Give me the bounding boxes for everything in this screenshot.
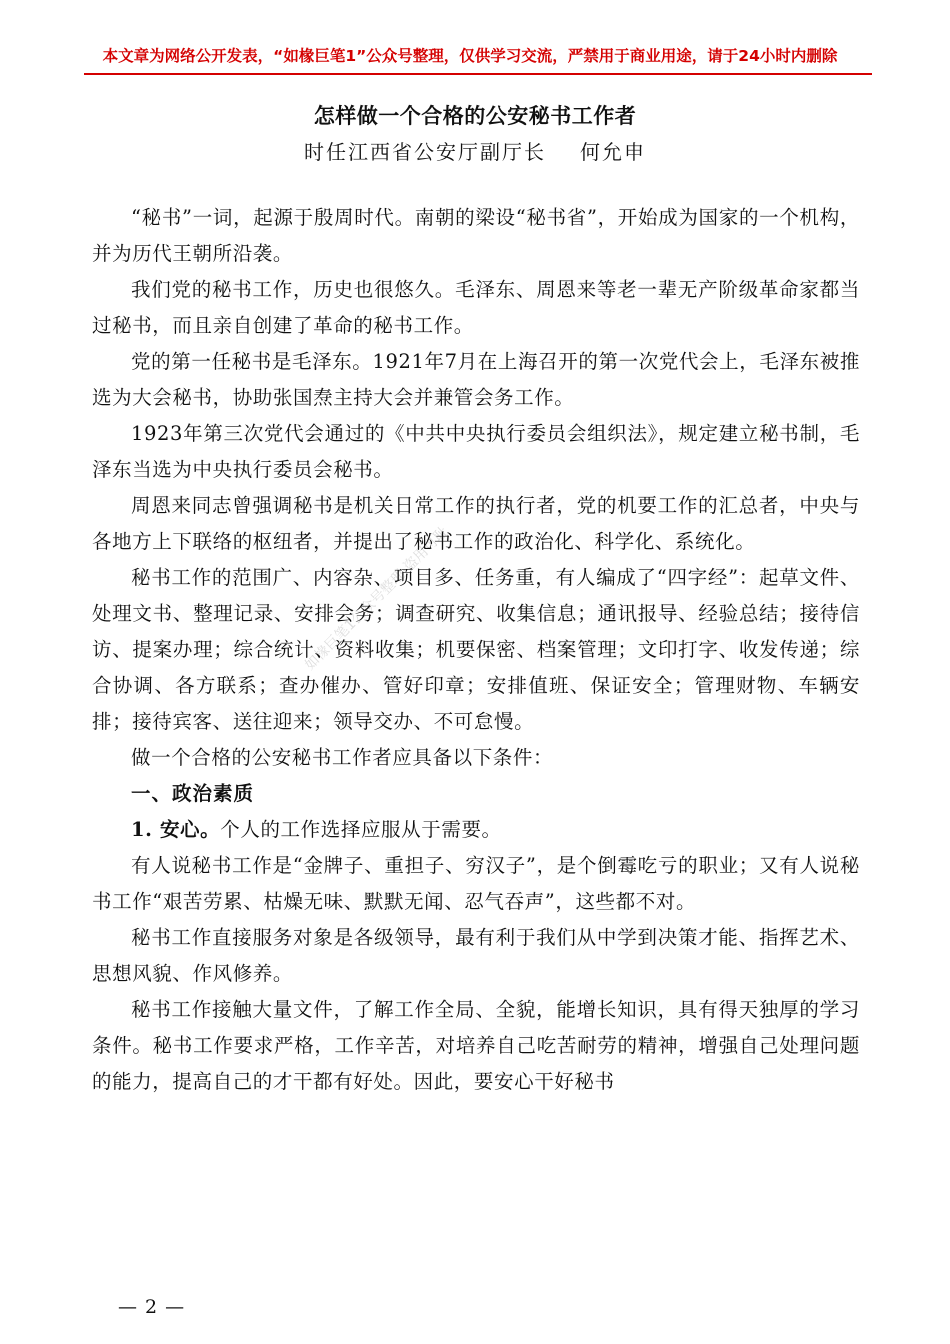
item-paragraph [92, 812, 860, 848]
paragraph: 1923年第三次党代会通过的《中共中央执行委员会组织法》，规定建立秘书制，毛泽东当选为中央执行委员会秘书。 [92, 422, 860, 481]
page-number: — 2 — [118, 1296, 186, 1318]
author-byline [0, 136, 950, 165]
document-body [92, 200, 860, 1100]
paragraph: 我们党的秘书工作，历史也很悠久。毛泽东、周恩来等老一辈无产阶级革命家都当过秘书，而且亲自创建了革命的秘书工作。 [92, 278, 860, 337]
paragraph: “秘书”一词，起源于殷周时代。南朝的梁设“秘书省”，开始成为国家的一个机构，并为历代王朝所沿袭。 [92, 206, 860, 265]
item-label: 1. 安心。 [131, 818, 221, 841]
copyright-banner: 本文章为网络公开发表，“如椽巨笔1”公众号整理，仅供学习交流，严禁用于商业用途，请于24小时内删除 [102, 47, 838, 65]
author-name: 何允申 [580, 140, 646, 164]
banner-divider [84, 73, 872, 75]
paragraph: 周恩来同志曾强调秘书是机关日常工作的执行者，党的机要工作的汇总者，中央与各地方上下联络的枢纽者，并提出了秘书工作的政治化、科学化、系统化。 [92, 494, 860, 553]
watermark: 如椽巨笔1公众号整理·盗用可耻 [302, 523, 452, 674]
paragraph: 秘书工作的范围广、内容杂、项目多、任务重，有人编成了“四字经”：起草文件、处理文书、整理记录、安排会务；调查研究、收集信息；通讯报导、经验总结；接待信访、提案办理；综合统计、资料收集；机要保密、档案管理；文印打字、收发传递；综合协调、各方联系；查办催办、管好印章；安排值班、保证安全；管理财物、车辆安排；接待宾客、送往迎来；领导交办、不可怠慢。 [92, 566, 860, 733]
paragraph: 有人说秘书工作是“金牌子、重担子、穷汉子”，是个倒霉吃亏的职业；又有人说秘书工作“艰苦劳累、枯燥无味、默默无闻、忍气吞声”，这些都不对。 [92, 854, 860, 913]
paragraph: 秘书工作直接服务对象是各级领导，最有利于我们从中学到决策才能、指挥艺术、思想风貌、作风修养。 [92, 926, 860, 985]
paragraph: 做一个合格的公安秘书工作者应具备以下条件： [131, 746, 554, 769]
author-position: 时任江西省公安厅副厅长 [304, 140, 546, 164]
section-heading: 一、政治素质 [131, 782, 255, 805]
item-text: 个人的工作选择应服从于需要。 [220, 818, 502, 841]
document-title: 怎样做一个合格的公安秘书工作者 [313, 103, 637, 128]
paragraph: 秘书工作接触大量文件，了解工作全局、全貌，能增长知识，具有得天独厚的学习条件。秘书工作要求严格，工作辛苦，对培养自己吃苦耐劳的精神，增强自己处理问题的能力，提高自己的才干都有好处。因此，要安心干好秘书 [92, 998, 860, 1093]
paragraph: 党的第一任秘书是毛泽东。1921年7月在上海召开的第一次党代会上，毛泽东被推选为大会秘书，协助张国焘主持大会并兼管会务工作。 [92, 350, 860, 409]
